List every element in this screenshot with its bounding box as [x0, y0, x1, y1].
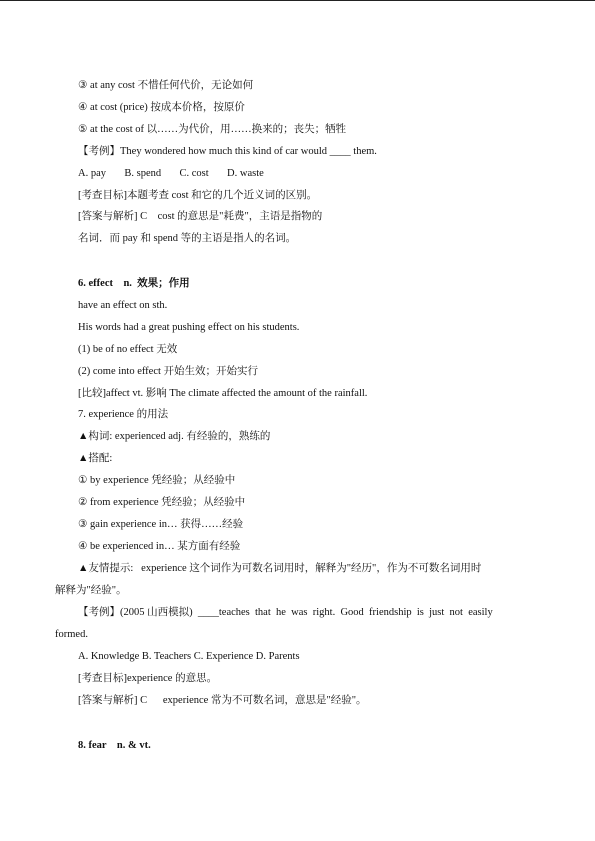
- text-line-exp-phrase-3: ③ gain experience in… 获得……经验: [78, 519, 244, 530]
- text-line-tip: ▲友情提示: experience 这个词作为可数名词用时，解释为"经历"，作为不可数名词用时: [78, 563, 482, 574]
- text-line-answer-2: [答案与解析] C experience 常为不可数名词，意思是"经验"。: [78, 695, 367, 706]
- text-line-options: A. pay B. spend C. cost D. waste: [78, 168, 264, 179]
- text-line-exp-phrase-4: ④ be experienced in… 某方面有经验: [78, 541, 241, 552]
- text-line-effect-2: (2) come into effect 开始生效；开始实行: [78, 366, 259, 377]
- text-line-word-formation: ▲构词: experienced adj. 有经验的，熟练的: [78, 431, 271, 442]
- text-line-effect-sentence: His words had a great pushing effect on his students.: [78, 322, 300, 333]
- text-line-effect-phrase: have an effect on sth.: [78, 300, 168, 311]
- section-heading-fear: 8. fear n. & vt.: [78, 740, 151, 751]
- text-line-options-2: A. Knowledge B. Teachers C. Experience D. Parents: [78, 651, 300, 662]
- text-line-compare-affect: [比较]affect vt. 影响 The climate affected the amount of the rainfall.: [78, 388, 368, 399]
- section-heading-effect: 6. effect n. 效果；作用: [78, 278, 190, 289]
- text-line-effect-1: (1) be of no effect 无效: [78, 344, 178, 355]
- text-line-target: [考查目标]本题考查 cost 和它的几个近义词的区别。: [78, 190, 318, 201]
- text-line-collocation: ▲搭配:: [78, 453, 113, 464]
- text-line-tip-cont: 解释为"经验"。: [55, 585, 127, 596]
- text-line-example-question: 【考例】They wondered how much this kind of car would ____ them.: [78, 146, 377, 157]
- text-line-target-2: [考查目标]experience 的意思。: [78, 673, 218, 684]
- text-line-cost-phrase-3: ③ at any cost 不惜任何代价，无论如何: [78, 80, 254, 91]
- text-line-answer-cont: 名词．而 pay 和 spend 等的主语是指人的名词。: [78, 233, 297, 244]
- text-line-exp-phrase-1: ① by experience 凭经验；从经验中: [78, 475, 236, 486]
- section-heading-experience: 7. experience 的用法: [78, 409, 169, 420]
- text-line-exp-phrase-2: ② from experience 凭经验；从经验中: [78, 497, 246, 508]
- text-line-example-2: 【考例】(2005 山西模拟) ____teaches that he was right. Good friendship is just not easily: [78, 607, 493, 618]
- text-line-cost-phrase-4: ④ at cost (price) 按成本价格，按原价: [78, 102, 245, 113]
- text-line-example-2-cont: formed.: [55, 629, 88, 640]
- text-line-cost-phrase-5: ⑤ at the cost of 以……为代价，用……换来的；丧失；牺牲: [78, 124, 347, 135]
- text-line-answer: [答案与解析] C cost 的意思是"耗费"，主语是指物的: [78, 211, 323, 222]
